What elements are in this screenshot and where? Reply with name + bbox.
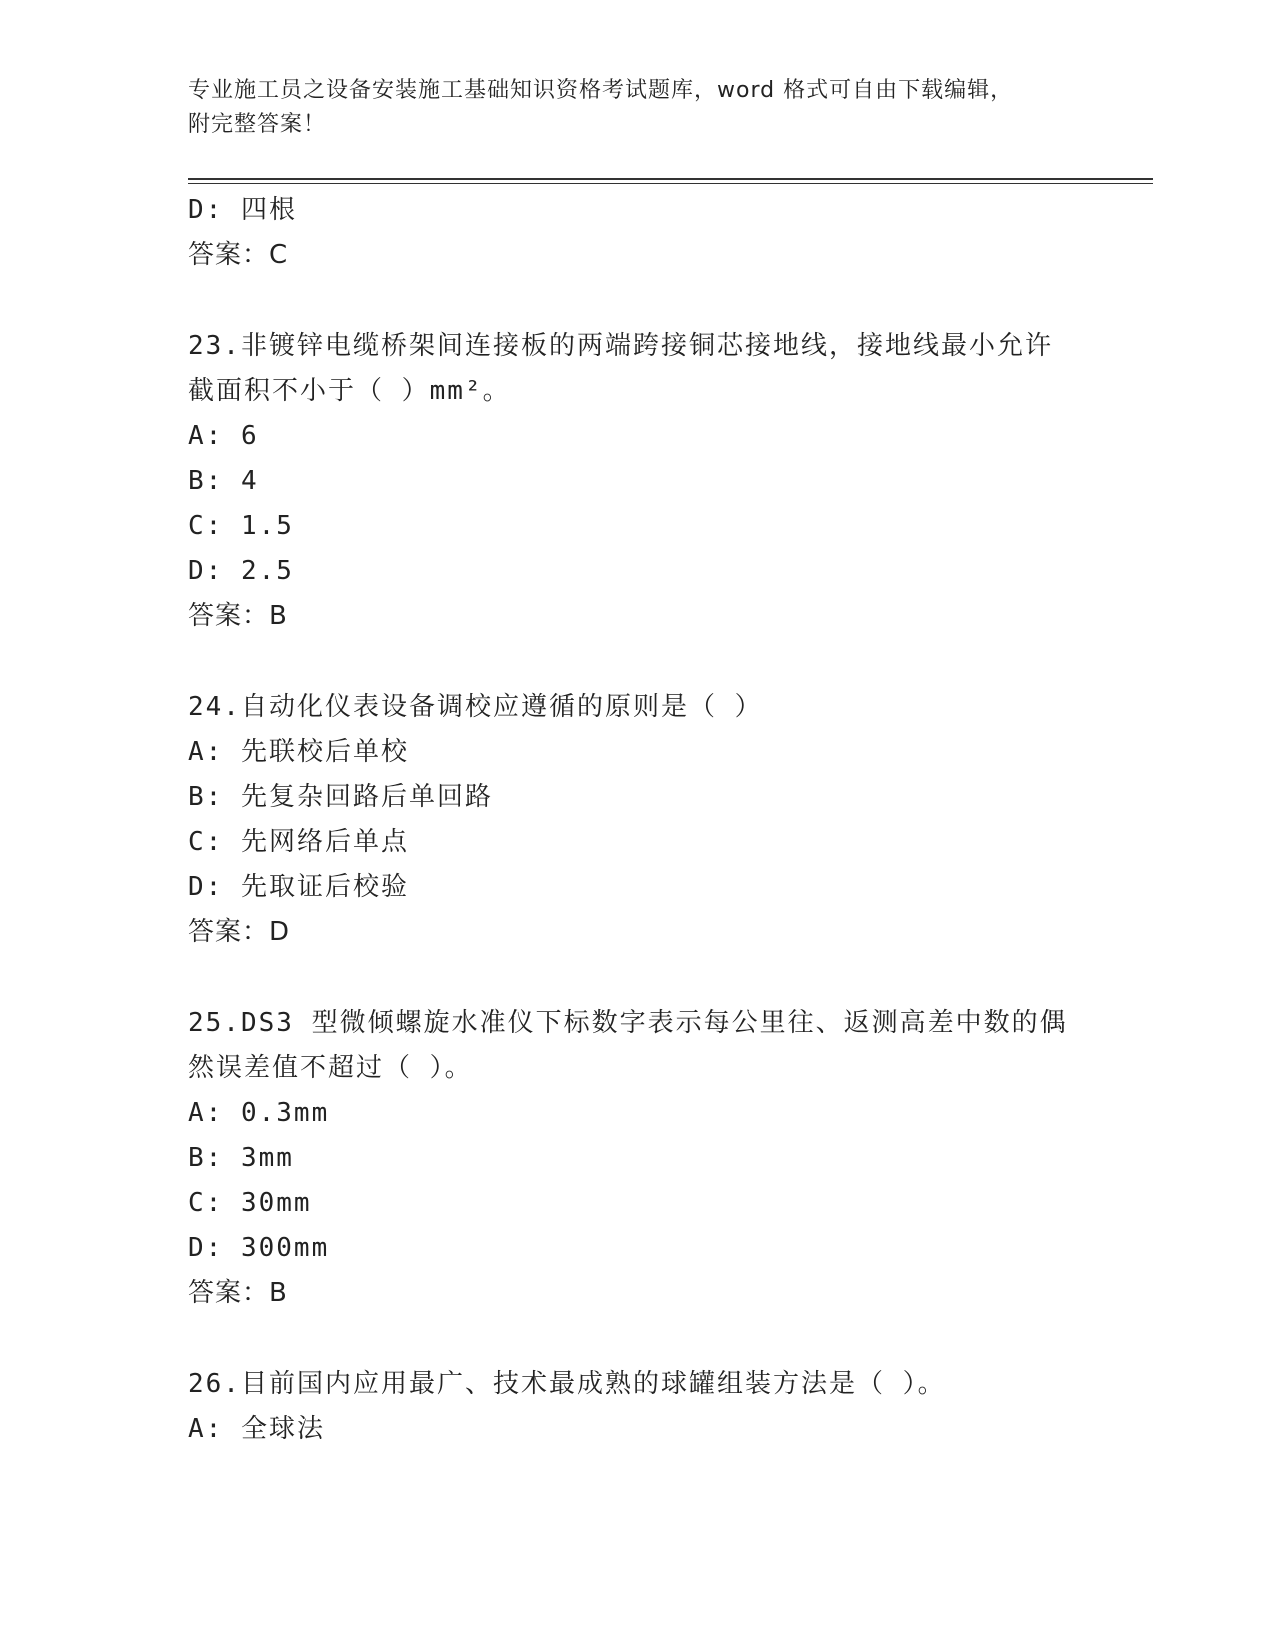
option-d: D: 四根 xyxy=(188,195,297,225)
question-stem-line-2: 截面积不小于（ ）mm²。 xyxy=(188,376,511,406)
option-d: D: 300mm xyxy=(188,1233,330,1263)
answer-line: 答案：B xyxy=(188,601,288,631)
option-a: A: 先联校后单校 xyxy=(188,737,409,767)
option-b: B: 3mm xyxy=(188,1143,294,1173)
question-stem xyxy=(188,685,1068,730)
header-divider-thick xyxy=(188,178,1153,180)
question-stem-line-2: 然误差值不超过（ ）。 xyxy=(188,1053,473,1083)
spacer xyxy=(188,1316,1088,1362)
answer-line: 答案：D xyxy=(188,917,291,947)
header-divider-thin xyxy=(188,183,1153,184)
option-b: B: 先复杂回路后单回路 xyxy=(188,782,493,812)
option-c: C: 30mm xyxy=(188,1188,312,1218)
question-stem-line-1: 25.DS3 型微倾螺旋水准仪下标数字表示每公里往、返测高差中数的偶 xyxy=(188,1008,1068,1038)
option-a: A: 全球法 xyxy=(188,1414,325,1444)
question-stem-line-1: 23.非镀锌电缆桥架间连接板的两端跨接铜芯接地线，接地线最小允许 xyxy=(188,331,1053,361)
question-stem-line-1: 24.自动化仪表设备调校应遵循的原则是（ ） xyxy=(188,692,763,722)
question-stem xyxy=(188,1362,1068,1407)
spacer xyxy=(188,639,1088,685)
answer-line: 答案：B xyxy=(188,1278,288,1308)
option-d: D: 先取证后校验 xyxy=(188,872,409,902)
option-a: A: 6 xyxy=(188,421,259,451)
question-25 xyxy=(188,1001,1088,1316)
option-a: A: 0.3mm xyxy=(188,1098,330,1128)
answer-line: 答案：C xyxy=(188,240,289,270)
question-24 xyxy=(188,685,1088,955)
option-b: B: 4 xyxy=(188,466,259,496)
question-23 xyxy=(188,324,1088,639)
spacer xyxy=(188,955,1088,1001)
header-line-2: 附完整答案！ xyxy=(188,112,327,137)
header-line-1: 专业施工员之设备安装施工基础知识资格考试题库，word 格式可自由下载编辑， xyxy=(188,78,1014,103)
question-stem xyxy=(188,324,1068,414)
question-stem xyxy=(188,1001,1068,1091)
spacer xyxy=(188,278,1088,324)
question-stem-line-1: 26.目前国内应用最广、技术最成熟的球罐组装方法是（ ）。 xyxy=(188,1369,946,1399)
option-c: C: 1.5 xyxy=(188,511,294,541)
option-c: C: 先网络后单点 xyxy=(188,827,409,857)
question-list xyxy=(188,188,1088,1452)
question-26 xyxy=(188,1362,1088,1452)
document-header-note xyxy=(188,74,1088,142)
carryover-block xyxy=(188,188,1088,278)
option-d: D: 2.5 xyxy=(188,556,294,586)
